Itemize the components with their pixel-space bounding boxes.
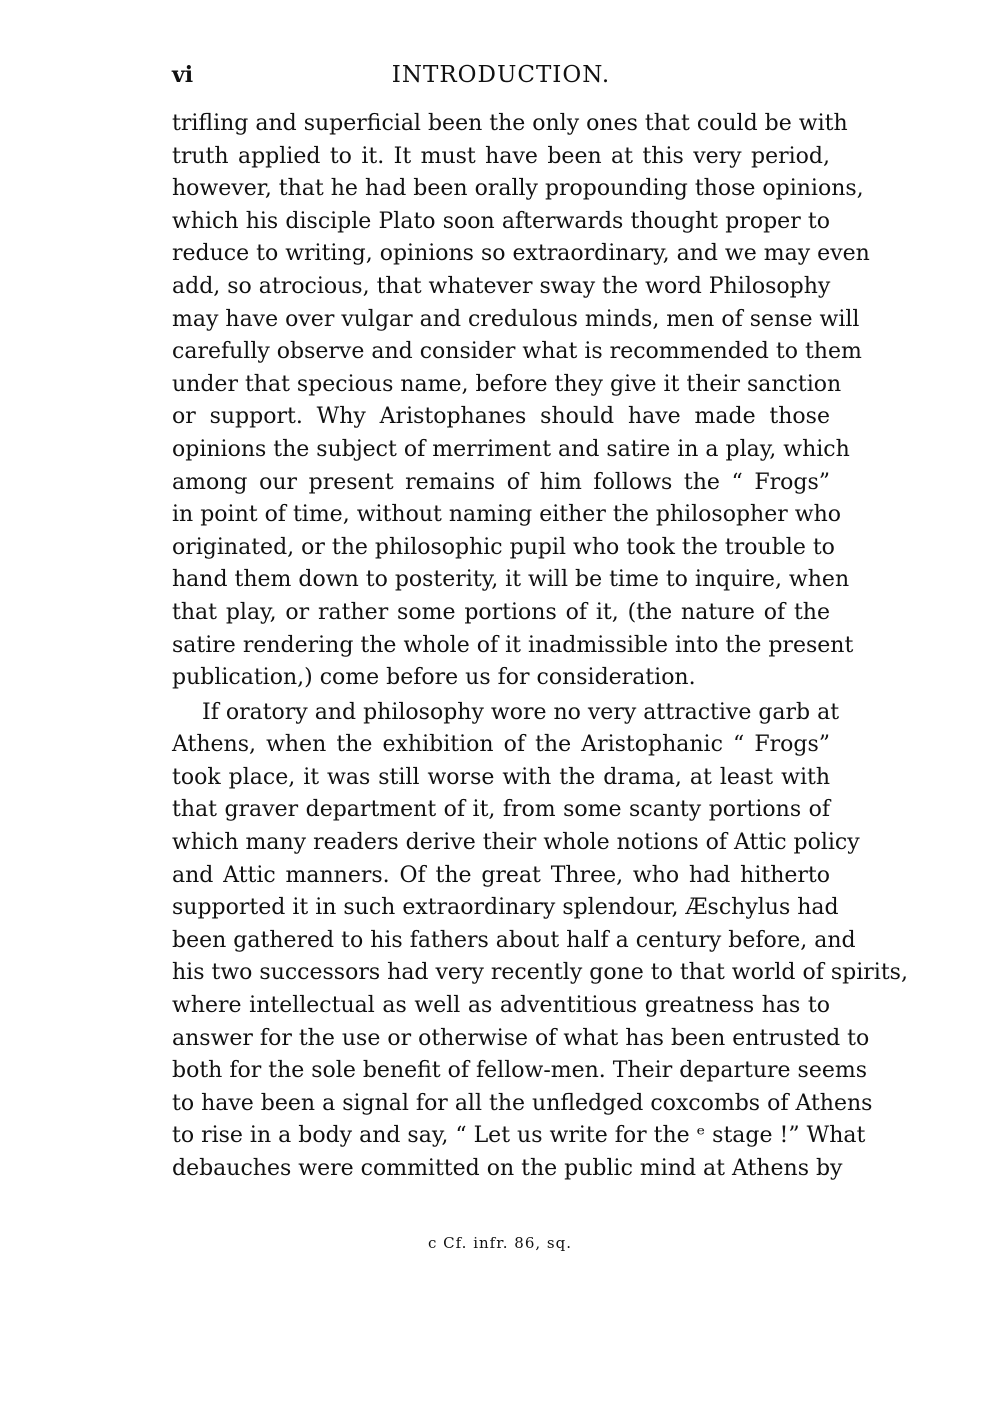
text-line: satire rendering the whole of it inadmissible into the present: [172, 632, 854, 658]
text-line: carefully observe and consider what is recommended to them: [172, 339, 862, 365]
text-line: took place, it was still worse with the drama, at least with: [172, 764, 830, 790]
text-line: and Attic manners. Of the great Three, who had hitherto: [172, 862, 830, 888]
text-line: add, so atrocious, that whatever sway the word Philosophy: [172, 273, 831, 299]
text-line: trifling and superficial been the only ones that could be with: [172, 111, 848, 136]
text-line: that graver department of it, from some scanty portions of: [172, 797, 830, 823]
text-line: to rise in a body and say, “ Let us write for the ᵉ stage !” What: [172, 1123, 866, 1149]
text-line: originated, or the philosophic pupil who took the trouble to: [172, 534, 835, 560]
text-line: reduce to writing, opinions so extraordinary, and we may even: [172, 241, 870, 267]
page-header: [172, 62, 830, 96]
text-line: If oratory and philosophy wore no very attractive garb at: [202, 699, 840, 725]
text-line: supported it in such extraordinary splendour, Æschylus had: [172, 895, 839, 921]
paragraph-2: [172, 697, 908, 1186]
footnote: c Cf. infr. 86, sq.: [428, 1234, 572, 1252]
running-head: INTRODUCTION.: [391, 62, 611, 88]
text-line: which many readers derive their whole notions of Attic policy: [172, 830, 860, 856]
text-line: truth applied to it. It must have been at this very period,: [172, 143, 830, 169]
text-line: hand them down to posterity, it will be time to inquire, when: [172, 567, 850, 593]
text-line: which his disciple Plato soon afterwards thought proper to: [172, 208, 830, 234]
text-line: to have been a signal for all the unfledged coxcombs of Athens: [172, 1090, 873, 1116]
text-line: however, that he had been orally propounding those opinions,: [172, 176, 864, 202]
text-line: Athens, when the exhibition of the Aristophanic “ Frogs”: [172, 732, 830, 758]
text-line: debauches were committed on the public mind at Athens by: [172, 1156, 843, 1181]
text-line: his two successors had very recently gone to that world of spirits,: [172, 960, 908, 986]
text-line: been gathered to his fathers about half a century before, and: [172, 927, 856, 953]
text-line: both for the sole benefit of fellow-men. Their departure seems: [172, 1058, 868, 1084]
body-text: [172, 108, 908, 1186]
text-line: under that specious name, before they give it their sanction: [172, 371, 842, 397]
page-number: vi: [172, 62, 194, 88]
text-line: opinions the subject of merriment and satire in a play, which: [172, 436, 850, 462]
text-line: answer for the use or otherwise of what has been entrusted to: [172, 1025, 870, 1051]
text-line: among our present remains of him follows the “ Frogs”: [172, 469, 830, 495]
text-line: where intellectual as well as adventitious greatness has to: [172, 993, 830, 1019]
text-line: that play, or rather some portions of it, (the nature of the: [172, 599, 830, 625]
text-line: or support. Why Aristophanes should have made those: [172, 404, 830, 430]
text-line: may have over vulgar and credulous minds, men of sense will: [172, 306, 860, 332]
text-line: publication,) come before us for consideration.: [172, 665, 696, 691]
text-line: in point of time, without naming either the philosopher who: [172, 502, 841, 528]
paragraph-1: [172, 108, 870, 695]
